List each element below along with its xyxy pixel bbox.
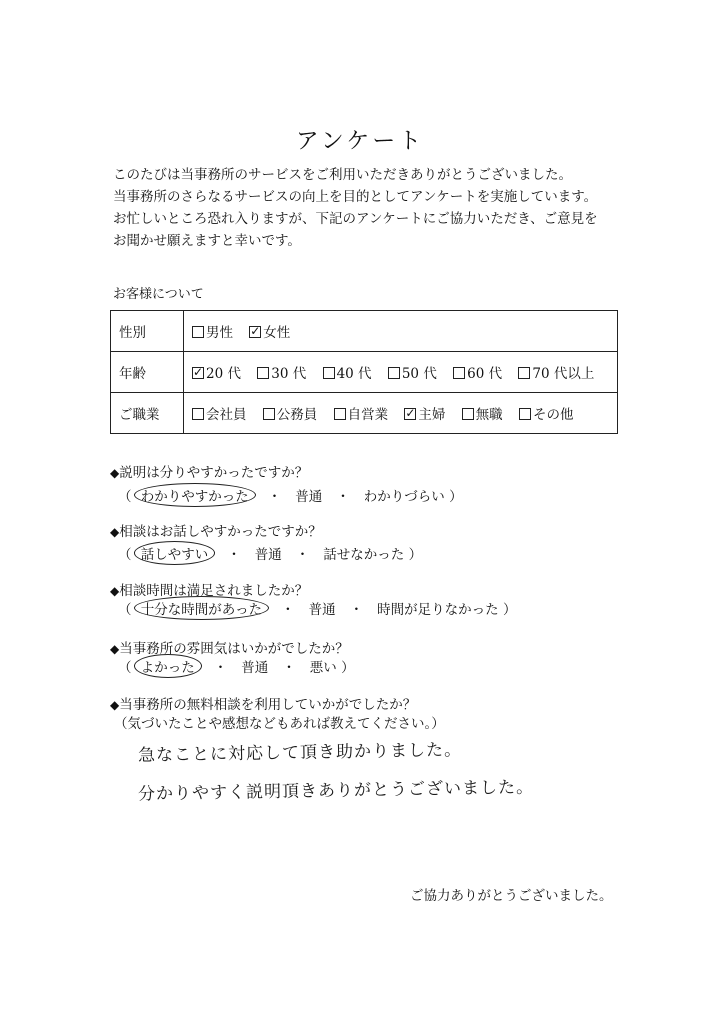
answer-option[interactable]: 普通 (295, 489, 323, 505)
diamond-bullet-icon: ◆ (110, 698, 120, 712)
answer-option-selected[interactable]: 十分な時間があった (134, 596, 269, 620)
intro-line: 当事務所のさらなるサービスの向上を目的としてアンケートを実施しています。 (113, 189, 598, 205)
age-option[interactable]: 70 代以上 (518, 362, 594, 382)
gender-option-female[interactable]: ✓ 女性 (249, 321, 290, 341)
answer-2: （ 話しやすい ・ 普通 ・ 話せなかった ） (118, 543, 422, 563)
occupation-option[interactable]: ✓ 主婦 (404, 403, 445, 423)
answer-option-selected[interactable]: 話しやすい (134, 541, 216, 565)
handwritten-comment-line: 分かりやすく説明頂きありがとうございました。 (137, 777, 535, 805)
question-1: ◆説明は分りやすかったですか？ (110, 465, 309, 481)
customer-info-table (110, 310, 618, 434)
checked-checkbox-icon[interactable] (249, 326, 261, 338)
occupation-option[interactable]: 自営業 (334, 403, 389, 423)
diamond-bullet-icon: ◆ (110, 584, 120, 598)
occupation-option[interactable]: 公務員 (263, 403, 318, 423)
age-label: 年齢 (111, 352, 184, 393)
gender-label: 性別 (111, 311, 184, 352)
checkbox-icon[interactable] (263, 408, 275, 420)
checkbox-icon[interactable] (257, 367, 269, 379)
occupation-options (184, 393, 618, 434)
question-4: ◆当事務所の雰囲気はいかがでしたか？ (110, 641, 349, 657)
answer-option[interactable]: 普通 (308, 602, 336, 618)
answer-option[interactable]: 普通 (241, 660, 269, 676)
age-option[interactable]: ✓ 20 代 (192, 362, 241, 382)
checkbox-icon[interactable] (518, 367, 530, 379)
diamond-bullet-icon: ◆ (110, 642, 120, 656)
closing-text: ご協力ありがとうございました。 (410, 888, 613, 904)
intro-line: お聞かせ願えますと幸いです。 (113, 233, 301, 249)
intro-line: お忙しいところ恐れ入りますが、下記のアンケートにご協力いただき、ご意見を (113, 211, 598, 227)
age-options (184, 352, 618, 393)
diamond-bullet-icon: ◆ (110, 525, 120, 539)
occupation-option[interactable]: その他 (519, 403, 574, 423)
age-option[interactable]: 30 代 (257, 362, 306, 382)
occupation-label: ご職業 (111, 393, 184, 434)
gender-row (111, 311, 618, 352)
checkbox-icon[interactable] (388, 367, 400, 379)
question-3: ◆相談時間は満足されましたか？ (110, 583, 309, 599)
answer-option[interactable]: 話せなかった (323, 547, 405, 563)
occupation-option[interactable]: 無職 (462, 403, 503, 423)
gender-option-male[interactable]: 男性 (192, 321, 233, 341)
question-2: ◆相談はお話しやすかったですか？ (110, 524, 322, 540)
checkbox-icon[interactable] (453, 367, 465, 379)
occupation-row (111, 393, 618, 434)
intro-text (113, 164, 673, 252)
gender-options (184, 311, 618, 352)
answer-4: （ よかった ・ 普通 ・ 悪い ） (118, 656, 355, 676)
checkbox-icon[interactable] (519, 408, 531, 420)
age-row (111, 352, 618, 393)
page-title: アンケート (295, 128, 425, 154)
intro-line: このたびは当事務所のサービスをご利用いただきありがとうございました。 (113, 167, 572, 183)
occupation-option[interactable]: 会社員 (192, 403, 247, 423)
answer-option-selected[interactable]: よかった (134, 654, 202, 678)
checkbox-icon[interactable] (192, 408, 204, 420)
age-option[interactable]: 60 代 (453, 362, 502, 382)
checkbox-icon[interactable] (192, 326, 204, 338)
answer-option[interactable]: わかりづらい (363, 489, 445, 505)
age-option[interactable]: 40 代 (323, 362, 372, 382)
checkbox-icon[interactable] (323, 367, 335, 379)
checked-checkbox-icon[interactable] (192, 367, 204, 379)
answer-3: （ 十分な時間があった ・ 普通 ・ 時間が足りなかった ） (118, 598, 516, 618)
answer-1: （ わかりやすかった ・ 普通 ・ わかりづらい ） (118, 485, 463, 505)
customer-section-label: お客様について (113, 287, 204, 302)
answer-option[interactable]: 時間が足りなかった (377, 602, 499, 618)
question-5: ◆当事務所の無料相談を利用していかがでしたか？ (110, 697, 417, 713)
checkbox-icon[interactable] (334, 408, 346, 420)
answer-option[interactable]: 悪い (309, 660, 337, 676)
age-option[interactable]: 50 代 (388, 362, 437, 382)
diamond-bullet-icon: ◆ (110, 466, 120, 480)
answer-option-selected[interactable]: わかりやすかった (134, 483, 256, 507)
comment-prompt: （気づいたことや感想などもあれば教えてください。） (114, 716, 445, 732)
checked-checkbox-icon[interactable] (404, 408, 416, 420)
handwritten-comment-line: 急なことに対応して頂き助かりました。 (137, 740, 463, 766)
checkbox-icon[interactable] (462, 408, 474, 420)
answer-option[interactable]: 普通 (254, 547, 282, 563)
